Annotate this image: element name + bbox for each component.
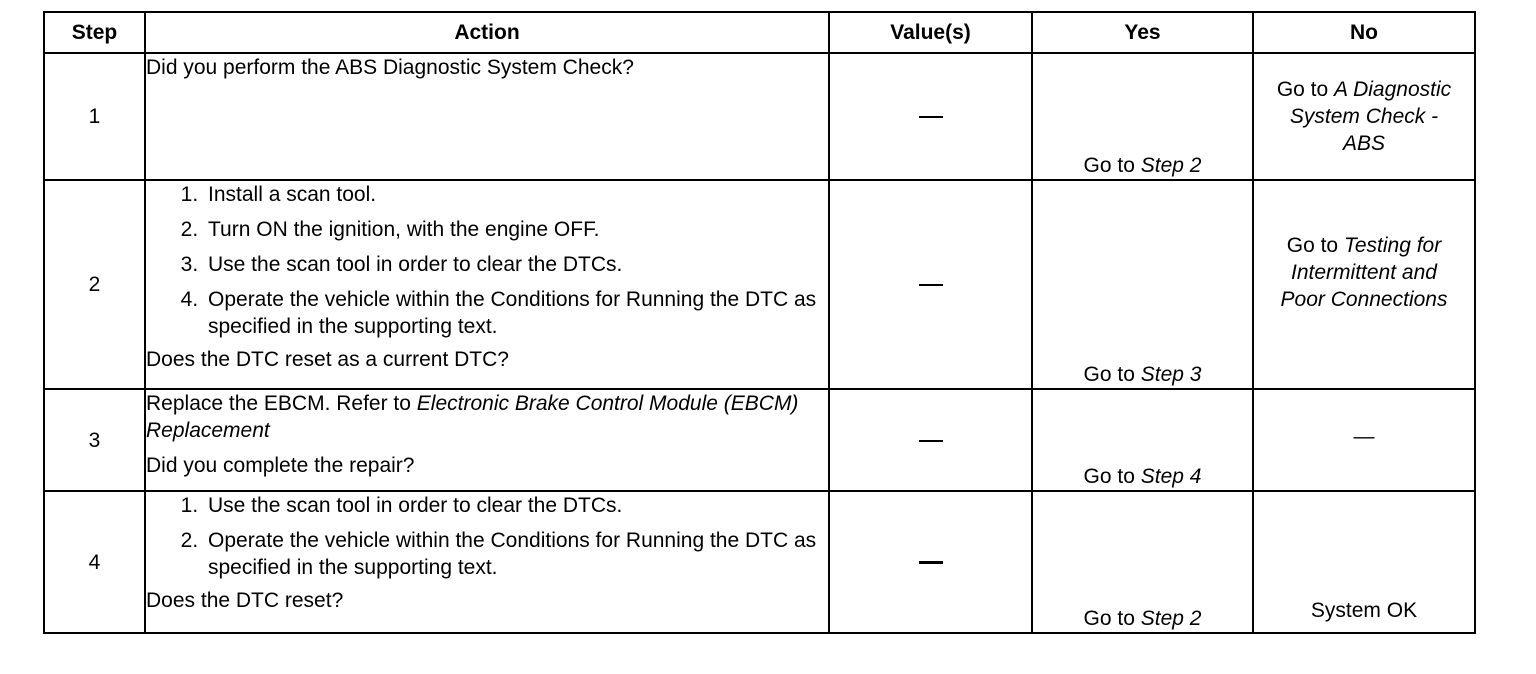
instruction-item: 2. Turn ON the ignition, with the engine OFF. <box>204 216 828 243</box>
action-cell <box>145 389 829 491</box>
yes-prefix: Go to <box>1083 465 1141 488</box>
yes-link[interactable]: Step 2 <box>1140 607 1202 630</box>
action-question: Does the DTC reset? <box>146 589 344 612</box>
table-row <box>44 180 1475 389</box>
value-cell <box>829 491 1032 633</box>
step-number: 1 <box>44 53 145 180</box>
instruction-item: 1. Install a scan tool. <box>204 181 828 208</box>
instruction-prefix: Replace the EBCM. Refer to <box>146 392 417 415</box>
action-cell <box>145 180 829 389</box>
action-question: Did you perform the ABS Diagnostic System Check? <box>146 56 634 79</box>
action-cell <box>145 53 829 180</box>
value-dash <box>919 284 943 286</box>
value-dash <box>919 116 943 118</box>
yes-prefix: Go to <box>1083 154 1141 177</box>
no-prefix: Go to <box>1286 234 1344 257</box>
instruction-item: 3. Use the scan tool in order to clear the DTCs. <box>204 251 828 278</box>
yes-cell <box>1032 180 1253 389</box>
header-action: Action <box>145 12 829 53</box>
header-no: No <box>1253 12 1475 53</box>
yes-prefix: Go to <box>1083 363 1141 386</box>
action-cell <box>145 491 829 633</box>
action-instruction <box>146 390 828 444</box>
value-cell <box>829 53 1032 180</box>
header-yes: Yes <box>1032 12 1253 53</box>
diagnostic-table <box>43 11 1476 634</box>
yes-link[interactable]: Step 4 <box>1140 465 1202 488</box>
no-prefix: Go to <box>1276 78 1335 101</box>
instruction-item: 1. Use the scan tool in order to clear the DTCs. <box>204 492 828 519</box>
yes-link[interactable]: Step 3 <box>1140 363 1202 386</box>
yes-prefix: Go to <box>1083 607 1141 630</box>
header-step: Step <box>44 12 145 53</box>
table-row <box>44 389 1475 491</box>
yes-cell <box>1032 53 1253 180</box>
value-cell <box>829 180 1032 389</box>
value-dash <box>919 440 943 442</box>
instruction-link[interactable]: Electronic Brake Control Module (EBCM) Replacement <box>146 392 799 442</box>
no-dash: — <box>1353 424 1375 448</box>
step-number: 4 <box>44 491 145 633</box>
instruction-list <box>146 492 828 581</box>
no-link[interactable]: A Diagnostic System Check - ABS <box>1289 78 1452 155</box>
instruction-item: 4. Operate the vehicle within the Conditions for Running the DTC as specified in the supporting text. <box>204 286 828 340</box>
no-cell <box>1253 180 1475 389</box>
header-values: Value(s) <box>829 12 1032 53</box>
no-cell <box>1253 491 1475 633</box>
table-row <box>44 491 1475 633</box>
no-link[interactable]: Testing for Intermittent and Poor Connections <box>1280 234 1448 311</box>
no-result: System OK <box>1310 599 1418 622</box>
value-cell <box>829 389 1032 491</box>
value-dash <box>919 561 943 564</box>
no-cell <box>1253 53 1475 180</box>
yes-link[interactable]: Step 2 <box>1140 154 1202 177</box>
table-row <box>44 53 1475 180</box>
step-number: 3 <box>44 389 145 491</box>
action-question: Did you complete the repair? <box>146 454 415 477</box>
header-row <box>44 12 1475 53</box>
instruction-list <box>146 181 828 340</box>
instruction-item: 2. Operate the vehicle within the Conditions for Running the DTC as specified in the supporting text. <box>204 527 828 581</box>
step-number: 2 <box>44 180 145 389</box>
no-cell <box>1253 389 1475 491</box>
action-question: Does the DTC reset as a current DTC? <box>146 348 509 371</box>
yes-cell <box>1032 389 1253 491</box>
yes-cell <box>1032 491 1253 633</box>
